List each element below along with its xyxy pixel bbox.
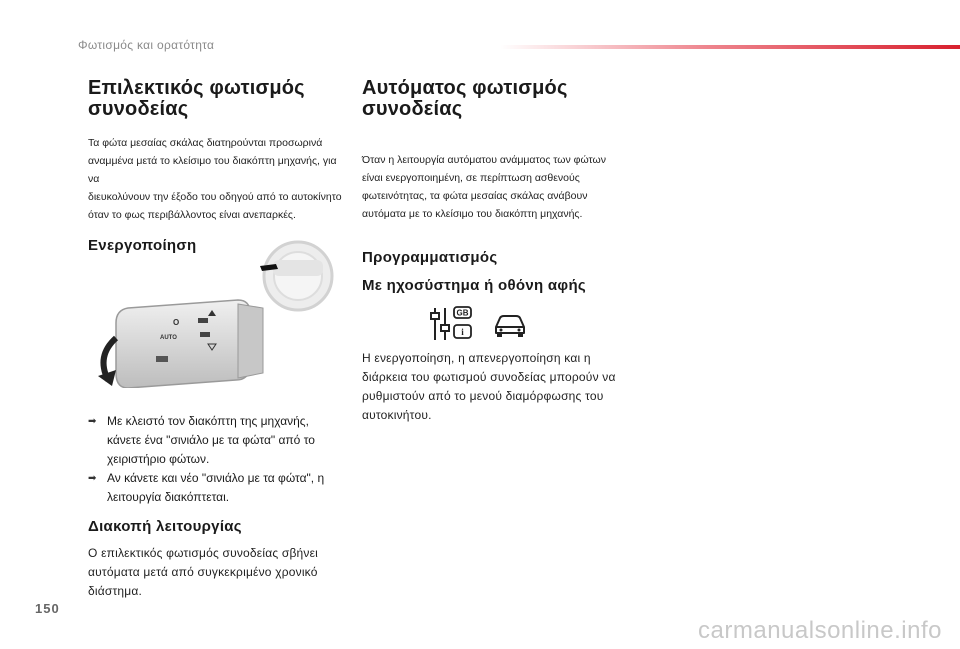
stop-text: Ο επιλεκτικός φωτισμός συνοδείας σβήνει αυτόματα μετά από συγκεκριμένο χρονικό διάστημα.: [88, 546, 319, 598]
left-intro-line: Τα φώτα μεσαίας σκάλας διατηρούνται προσωρινά: [88, 137, 323, 149]
config-icons: [430, 305, 530, 345]
steering-wheel-icon: [264, 242, 332, 310]
beam-icon: [200, 332, 210, 337]
info-label: i: [461, 327, 464, 337]
watermark: carmanualsonline.info: [698, 617, 942, 644]
stalk-label-o: O: [173, 318, 180, 327]
programming-heading: Προγραμματισμός: [362, 249, 498, 266]
left-intro: [88, 134, 350, 224]
activation-steps: [88, 412, 350, 507]
settings-sliders-gb-icon: [431, 307, 471, 340]
beam-icon: [156, 356, 168, 362]
left-intro-line: διευκολύνουν την έξοδο του οδηγού από το αυτοκίνητο: [88, 191, 342, 203]
arrow-bullet-icon: ➡: [88, 416, 97, 427]
right-title: [362, 78, 632, 120]
left-title-line1: Επιλεκτικός φωτισμός: [88, 77, 305, 99]
car-front-icon: [496, 316, 524, 337]
right-intro: Όταν η λειτουργία αυτόματου ανάμματος των φώτων είναι ενεργοποιημένη, σε περίπτωση ασθενούς φωτεινότητας, τα φώτα μεσαίας σκάλας ανάβουν αυτόματα με το κλείσιμο του διακόπτη μηχανής.: [362, 154, 606, 220]
left-title-line2: συνοδείας: [88, 98, 189, 120]
left-column: [88, 78, 350, 255]
screen-heading: Με ηχοσύστημα ή οθόνη αφής: [362, 277, 587, 294]
right-title-line1: Αυτόματος φωτισμός: [362, 77, 568, 99]
list-item: ➡ Με κλειστό τον διακόπτη της μηχανής, κάνετε ένα "σινιάλο με τα φώτα" από το χειριστήριο φώτων.: [88, 414, 315, 466]
gb-label: GB: [456, 308, 469, 318]
activation-heading: Ενεργοποίηση: [88, 237, 197, 254]
lighting-stalk-illustration: [88, 238, 350, 388]
stalk-label-auto: AUTO: [160, 335, 177, 341]
left-intro-line: αναμμένα μετά το κλείσιμο του διακόπτη μηχανής, για να: [88, 155, 337, 185]
arrow-bullet-icon: ➡: [88, 473, 97, 484]
list-item: ➡ Αν κάνετε και νέο "σινιάλο με τα φώτα", η λειτουργία διακόπτεται.: [88, 471, 325, 504]
header-accent-line: [500, 45, 960, 49]
section-title: Φωτισμός και ορατότητα: [78, 38, 215, 52]
right-column: [362, 78, 632, 295]
left-lower: [88, 412, 350, 601]
right-body: Η ενεργοποίηση, η απενεργοποίηση και η διάρκεια του φωτισμού συνοδείας μπορούν να ρυθμιστούν από το μενού διαμόρφωσης του αυτοκινήτου.: [362, 351, 616, 422]
beam-icon: [198, 318, 208, 323]
left-intro-line: όταν το φως περιβάλλοντος είναι ανεπαρκές.: [88, 209, 296, 221]
light-stalk: [116, 300, 263, 388]
right-title-line2: συνοδείας: [362, 98, 463, 120]
page-number: 150: [35, 601, 60, 616]
stop-heading: Διακοπή λειτουργίας: [88, 518, 242, 535]
left-title: [88, 78, 350, 120]
